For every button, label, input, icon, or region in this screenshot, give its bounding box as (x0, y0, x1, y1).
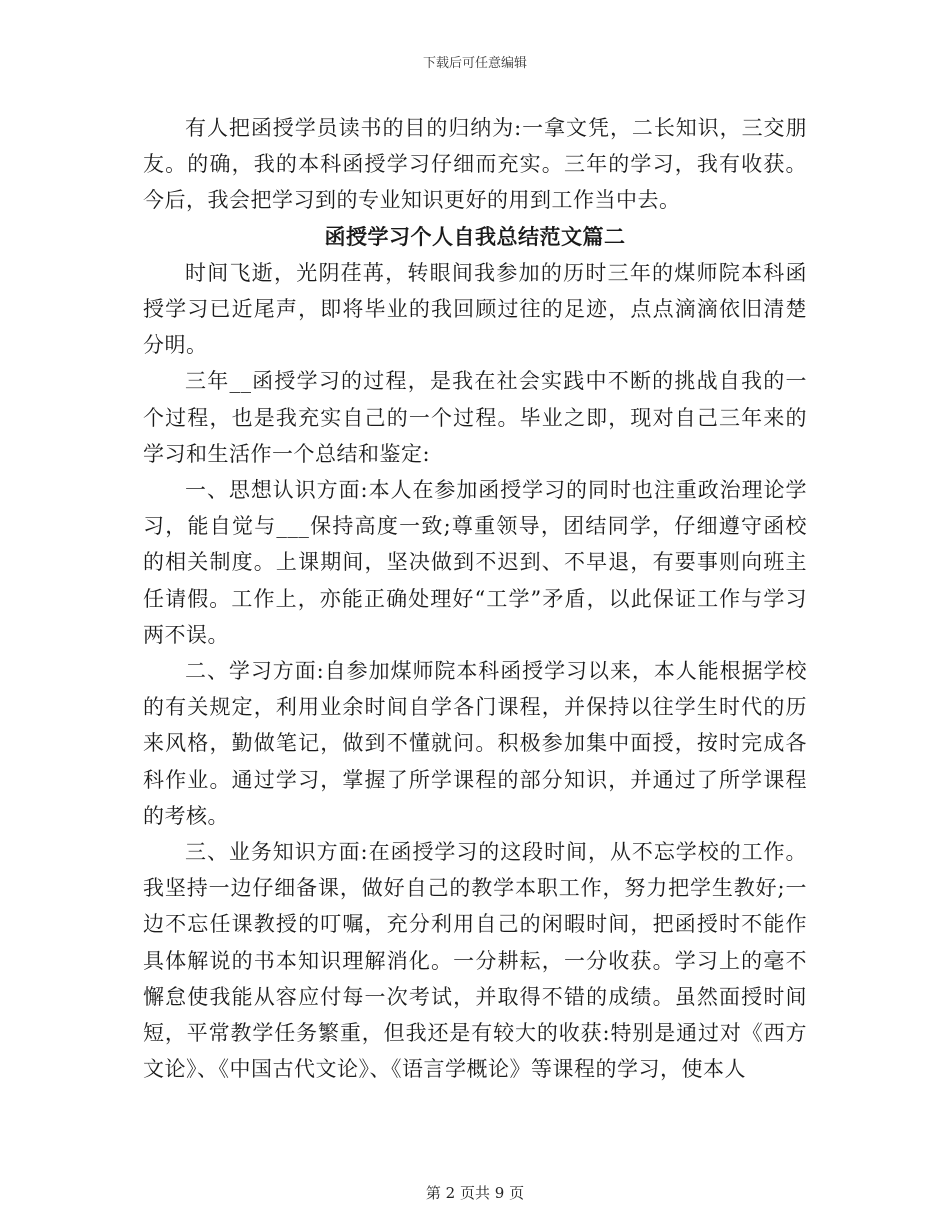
body-paragraph-3: 一、思想认识方面:本人在参加函授学习的同时也注重政治理论学习，能自觉与___保持高度一致;尊重领导，团结同学，仔细遵守函校的相关制度。上课期间，坚决做到不迟到、不早退，有要事则向班主任请假。工作上，亦能正确处理好“工学”矛盾，以此保证工作与学习两不误。 (143, 478, 807, 647)
page-header: 下载后可任意编辑 (422, 56, 527, 71)
section-heading: 函授学习个人自我总结范文篇二 (324, 223, 626, 249)
body-paragraph-4: 二、学习方面:自参加煤师院本科函授学习以来，本人能根据学校的有关规定，利用业余时间自学各门课程，并保持以往学生时代的历来风格，勤做笔记，做到不懂就问。积极参加集中面授，按时完成各科作业。通过学习，掌握了所学课程的部分知识，并通过了所学课程的考核。 (143, 659, 807, 828)
body-paragraph-1: 时间飞逝，光阴荏苒，转眼间我参加的历时三年的煤师院本科函授学习已近尾声，即将毕业的我回顾过往的足迹，点点滴滴依旧清楚分明。 (143, 260, 807, 358)
page-footer: 第 2 页共 9 页 (425, 1184, 525, 1202)
body-paragraph-5: 三、业务知识方面:在函授学习的这段时间，从不忘学校的工作。我坚持一边仔细备课，做好自己的教学本职工作，努力把学生教好;一边不忘任课教授的叮嘱，充分利用自己的闲暇时间，把函授时不能作具体解说的书本知识理解消化。一分耕耘，一分收获。学习上的毫不懈怠使我能从容应付每一次考试，并取得不错的成绩。虽然面授时间短，平常教学任务繁重，但我还是有较大的收获:特别是通过对《西方文论》、《中国古代文论》、《语言学概论》等课程的学习，使本人 (143, 840, 807, 1082)
body-paragraph-2: 三年__函授学习的过程，是我在社会实践中不断的挑战自我的一个过程，也是我充实自己的一个过程。毕业之即，现对自己三年来的学习和生活作一个总结和鉴定: (143, 369, 807, 466)
intro-paragraph: 有人把函授学员读书的目的归纳为:一拿文凭，二长知识，三交朋友。的确，我的本科函授学习仔细而充实。三年的学习，我有收获。今后，我会把学习到的专业知识更好的用到工作当中去。 (143, 116, 807, 213)
document-body (143, 110, 807, 1087)
